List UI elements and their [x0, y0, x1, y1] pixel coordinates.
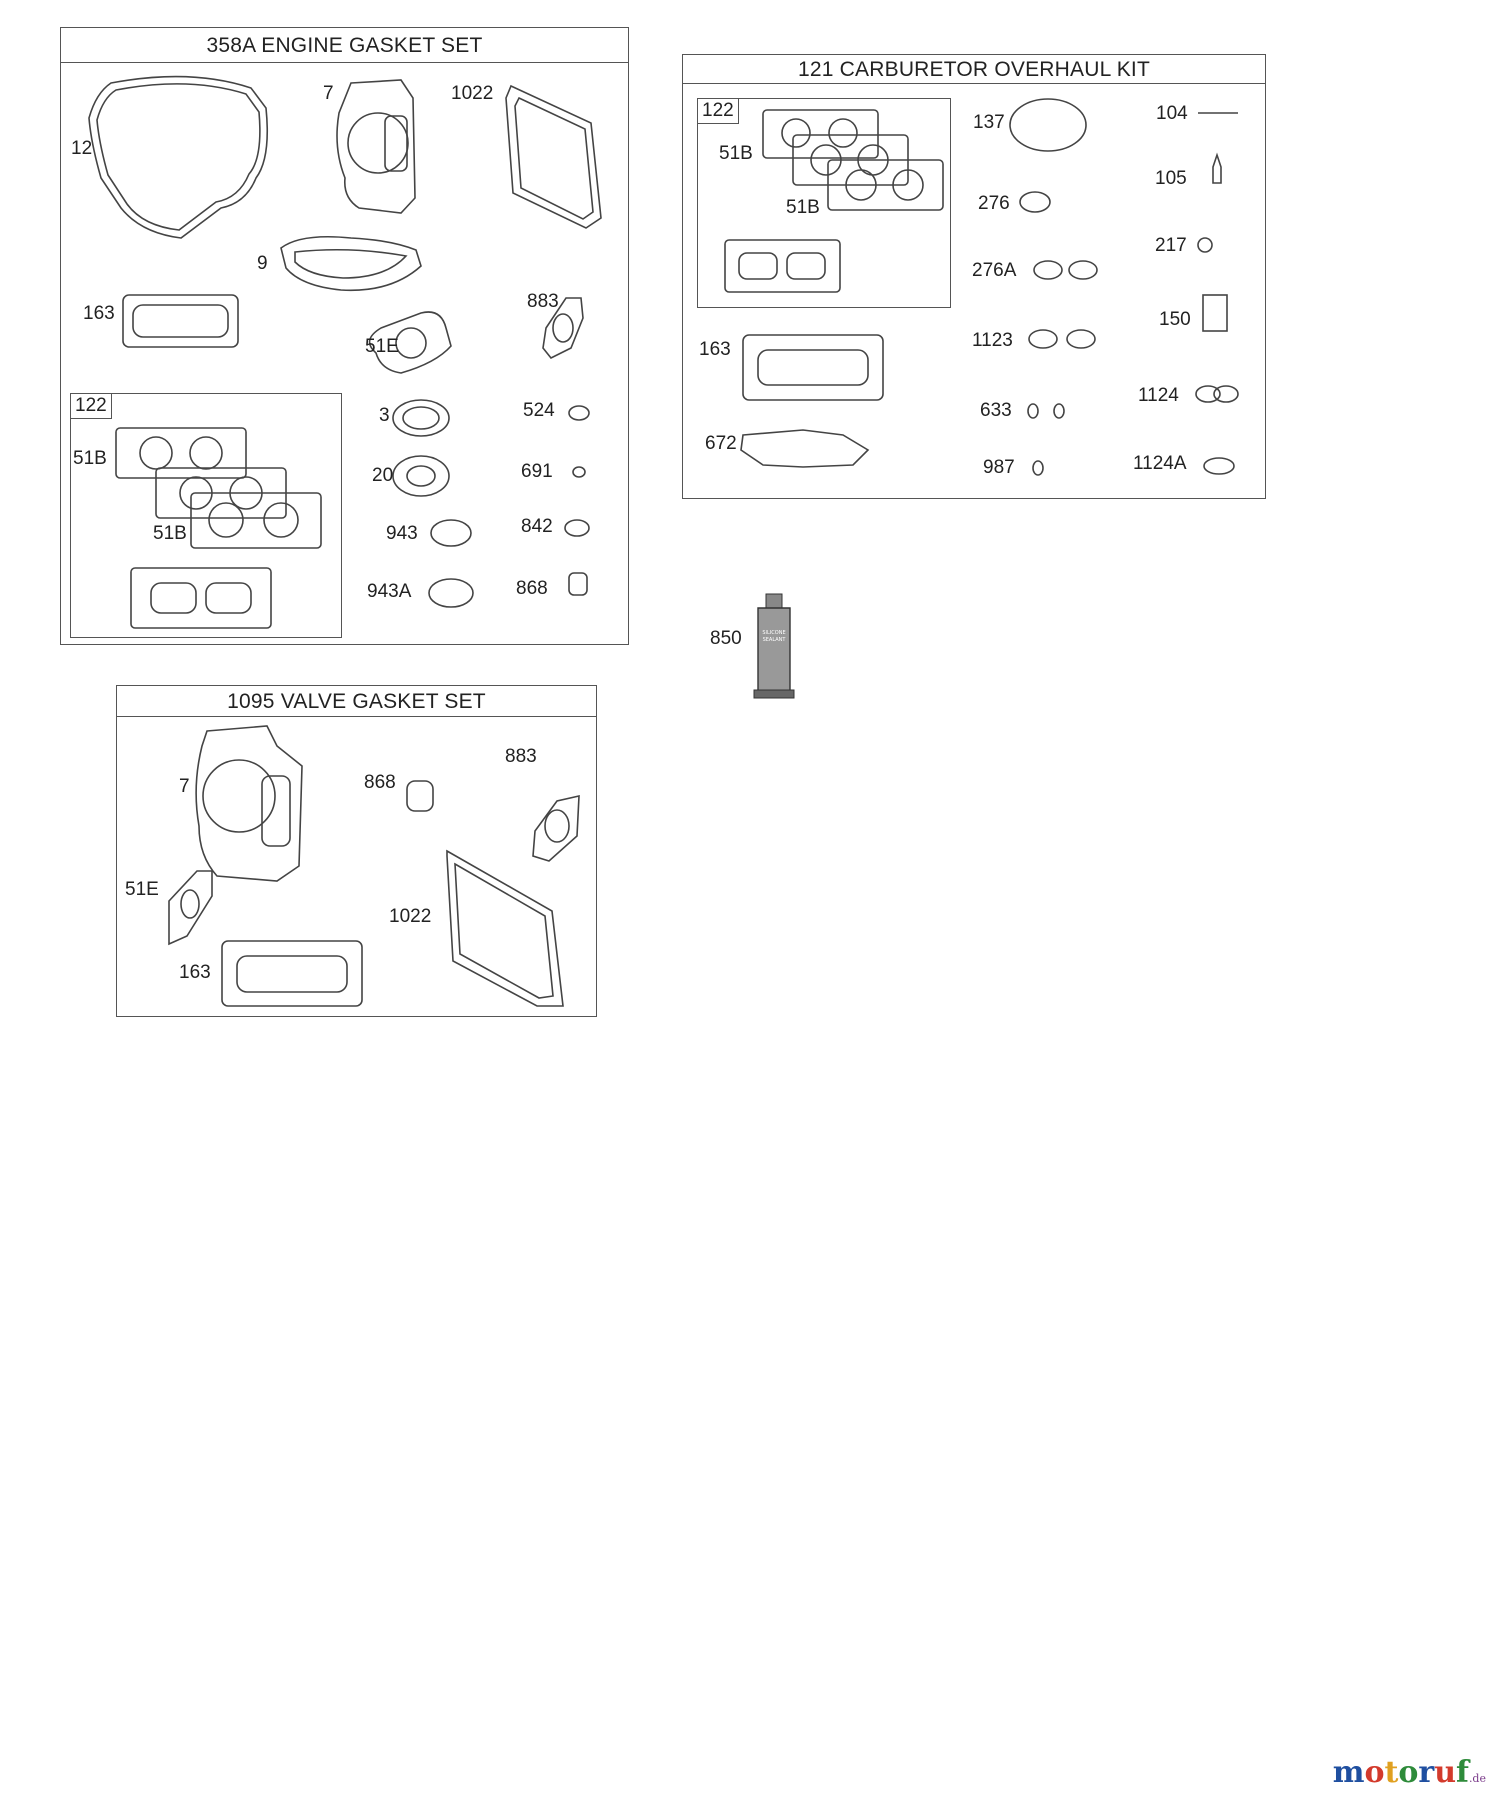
- carb-label-1124A: 1124A: [1133, 453, 1187, 474]
- carb-label-51B-upper: 51B: [719, 143, 753, 164]
- ring-943: [431, 520, 471, 546]
- label-691: 691: [521, 461, 553, 482]
- crankcase-gasket-12: [89, 77, 267, 238]
- wm-letter: o: [1398, 1755, 1419, 1790]
- label-12: 12: [71, 138, 93, 159]
- motoruf-watermark: [1333, 1755, 1486, 1790]
- carb-label-672: 672: [705, 433, 737, 454]
- carb-label-633: 633: [980, 400, 1012, 421]
- carburetor-kit-title: 121 CARBURETOR OVERHAUL KIT: [683, 55, 1265, 84]
- label-842: 842: [521, 516, 553, 537]
- engine-subkit-tag: 122: [71, 394, 112, 419]
- label-51B-upper: 51B: [73, 448, 107, 469]
- label-524: 524: [523, 400, 555, 421]
- gasket-163: [123, 295, 238, 347]
- label-163: 163: [83, 303, 115, 324]
- valve-label-163: 163: [179, 962, 211, 983]
- label-20: 20: [372, 465, 394, 486]
- ring-691: [573, 467, 585, 477]
- carburetor-intake-subkit: [697, 98, 951, 308]
- label-883: 883: [527, 291, 559, 312]
- label-1022: 1022: [451, 83, 494, 104]
- engine-intake-subkit: [70, 393, 342, 638]
- carb-label-276: 276: [978, 193, 1010, 214]
- label-7: 7: [323, 83, 334, 104]
- engine-gasket-set-panel: [60, 27, 629, 645]
- label-943A: 943A: [367, 581, 412, 602]
- seal-868: [569, 573, 587, 595]
- valve-gasket-set-title: 1095 VALVE GASKET SET: [117, 686, 596, 717]
- sealant-text-2: SEALANT: [762, 637, 786, 643]
- wm-letter: u: [1434, 1755, 1457, 1790]
- carb-label-104: 104: [1156, 103, 1188, 124]
- wm-letter: o: [1364, 1755, 1385, 1790]
- sealant-tube-icon: [750, 592, 800, 702]
- wm-suffix: .de: [1468, 1772, 1486, 1785]
- carburetor-kit-panel: [682, 54, 1266, 499]
- carb-label-150: 150: [1159, 309, 1191, 330]
- valve-label-868: 868: [364, 772, 396, 793]
- carb-label-276A: 276A: [972, 260, 1017, 281]
- washer-524: [569, 406, 589, 420]
- carb-label-51B-lower: 51B: [786, 197, 820, 218]
- seal-3: [393, 400, 449, 436]
- valve-label-7: 7: [179, 776, 190, 797]
- valve-label-51E: 51E: [125, 879, 159, 900]
- ring-842: [565, 520, 589, 536]
- label-868: 868: [516, 578, 548, 599]
- gasket-9: [281, 237, 421, 291]
- carburetor-subkit-tag: 122: [698, 99, 739, 124]
- seal-20: [393, 456, 449, 496]
- engine-gasket-set-title: 358A ENGINE GASKET SET: [61, 28, 628, 63]
- carb-label-987: 987: [983, 457, 1015, 478]
- label-9: 9: [257, 253, 268, 274]
- valve-gasket-set-panel: [116, 685, 597, 1017]
- carb-label-1124: 1124: [1138, 385, 1179, 406]
- wm-letter: m: [1332, 1755, 1365, 1790]
- cover-gasket-1022: [506, 86, 601, 228]
- sealant-text-1: SILICONE: [762, 630, 786, 636]
- carb-label-105: 105: [1155, 168, 1187, 189]
- carb-label-217: 217: [1155, 235, 1187, 256]
- label-850: 850: [710, 628, 742, 649]
- wm-letter: r: [1418, 1755, 1435, 1790]
- valve-label-883: 883: [505, 746, 537, 767]
- wm-letter: t: [1384, 1755, 1399, 1790]
- carb-label-163: 163: [699, 339, 731, 360]
- carb-label-137: 137: [973, 112, 1005, 133]
- valve-label-1022: 1022: [389, 906, 432, 927]
- label-51B-lower: 51B: [153, 523, 187, 544]
- carb-label-1123: 1123: [972, 330, 1013, 351]
- label-943: 943: [386, 523, 418, 544]
- label-51E: 51E: [365, 336, 399, 357]
- label-3: 3: [379, 405, 390, 426]
- wm-letter: f: [1456, 1755, 1469, 1790]
- ring-943A: [429, 579, 473, 607]
